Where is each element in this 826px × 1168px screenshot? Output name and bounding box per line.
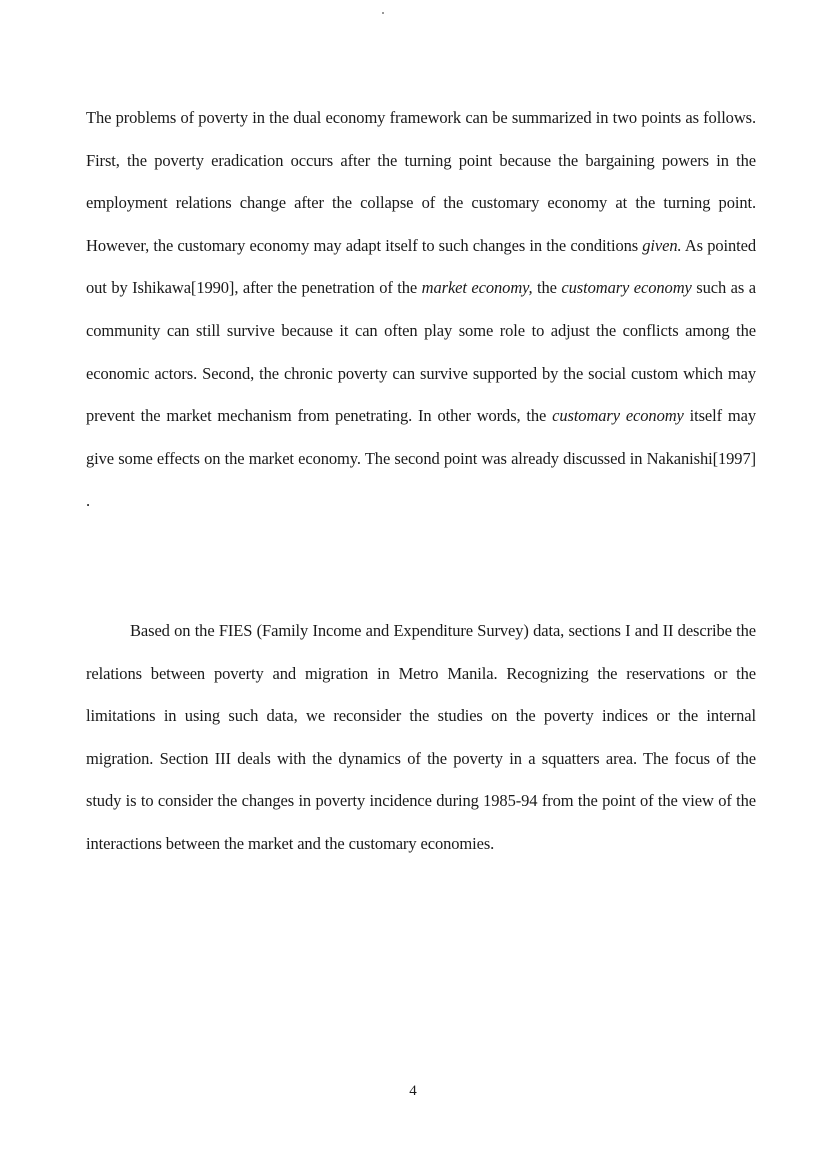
- paragraph-text: such as a community can still survive because it can often play some role to adjust the conflicts among the economic actors. Second, the chronic poverty can survive supported by the social custom which may prevent the market mechanism from penetrating. In other words, the: [86, 278, 756, 426]
- paragraph-dual-economy: [86, 97, 756, 523]
- paragraph-text: As pointed out by Ishikawa[1990], after the penetration of the: [86, 235, 756, 298]
- page-number: 4: [409, 1083, 417, 1099]
- italic-term-customary-economy: customary economy: [561, 278, 692, 298]
- paragraph-fies-sections: [86, 610, 756, 866]
- italic-term-market-economy: market economy,: [421, 278, 533, 298]
- paragraph-text: itself may give some effects on the market economy. The second point was already discussed in Nakanishi[1997] .: [86, 406, 756, 511]
- italic-term-given: given.: [642, 235, 682, 255]
- paragraph-text: Based on the FIES (Family Income and Expenditure Survey) data, sections I and II describe the relations between poverty and migration in Metro Manila. Recognizing the reservations or the limitations in using such data, we reconsider the studies on the poverty indices or the internal migration. Section III deals with the dynamics of the poverty in a squatters area. The focus of the study is to consider the changes in poverty incidence during 1985-94 from the point of the view of the interactions between the market and the customary economies.: [86, 621, 756, 853]
- paragraph-text: the: [532, 278, 562, 298]
- paragraph-text: The problems of poverty in the dual economy framework can be summarized in two points as follows. First, the poverty eradication occurs after the turning point because the bargaining powers in the employment relations change after the collapse of the customary economy at the turning point. However, the customary economy may adapt itself to such changes in the conditions: [86, 108, 756, 255]
- italic-term-customary-economy: customary economy: [552, 406, 684, 426]
- scan-dot-mark: [382, 12, 384, 14]
